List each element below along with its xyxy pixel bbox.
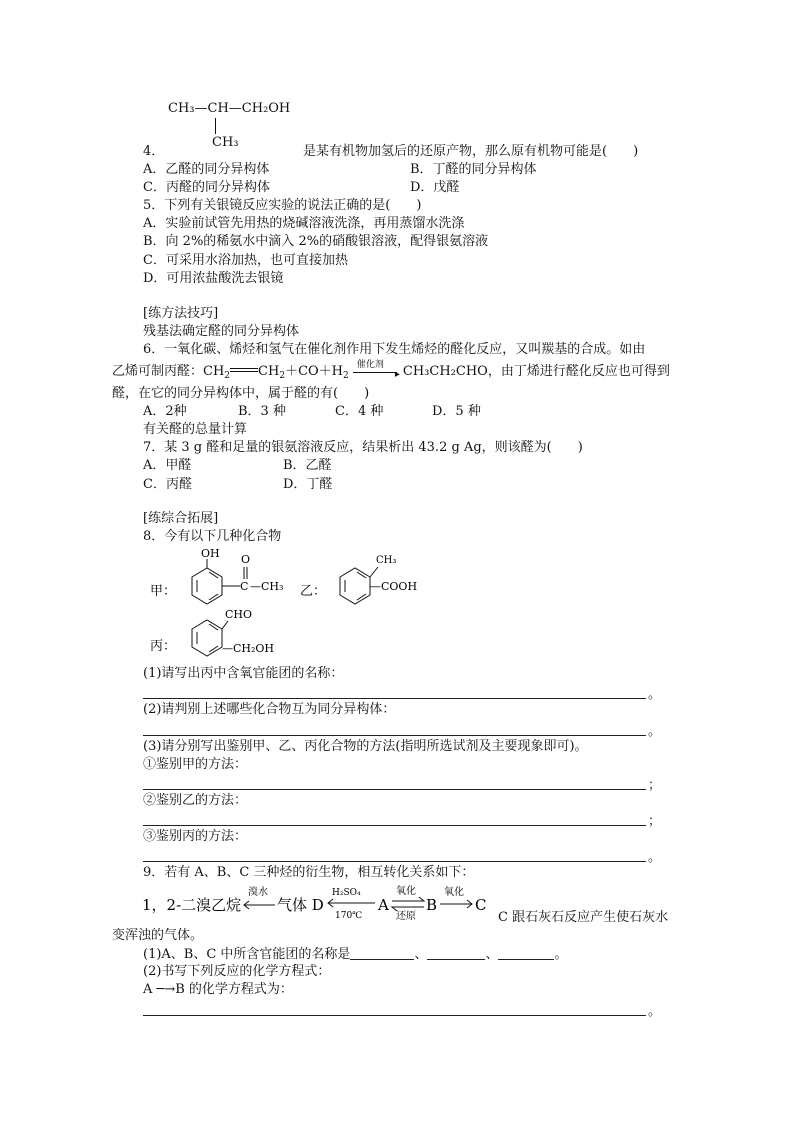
- q7-option-b: B．乙醛: [283, 458, 332, 473]
- q6-option-b: B．3 种: [238, 404, 286, 419]
- q6-line2: 乙烯可制丙醛：$CH_2$ $CH_2+CO+H_2$ 催化剂 ▸ CH₃CH₂CHO，由丁烯进行醛化反应也可得到: [112, 363, 670, 385]
- arrow-right-icon: [419, 897, 424, 901]
- q8-structures: [140, 545, 460, 660]
- q8-answer-line-1[interactable]: [143, 698, 646, 699]
- q8-answer-line-5[interactable]: [143, 861, 646, 862]
- q4-option-b: B．丁醛的同分异构体: [410, 162, 537, 177]
- scheme-reduce: 还原: [396, 911, 416, 922]
- q8-part3b: ②鉴别乙的方法：: [143, 793, 248, 808]
- q8-part2: (2)请判别上述哪些化合物互为同分异构体：: [143, 702, 396, 717]
- jia-o: O: [241, 553, 251, 566]
- q8-end-3: ；: [648, 778, 662, 793]
- q9-stem: 9．若有 A、B、C 三种烃的衍生物，相互转化关系如下：: [143, 865, 475, 880]
- q5-option-b: B．向 2%的稀氨水中滴入 2%的硝酸银溶液，配得银氨溶液: [143, 234, 489, 249]
- q9-end: 。: [648, 1004, 662, 1019]
- q4-formula-bond: [215, 118, 216, 134]
- q8-answer-line-3[interactable]: [143, 789, 646, 790]
- q9-tail: C 跟石灰石反应产生使石灰水: [498, 910, 669, 925]
- q7-option-d: D．丁醛: [283, 477, 333, 492]
- q6-catalyst: 催化剂: [356, 359, 384, 370]
- yi-cooh: —COOH: [370, 580, 418, 593]
- q6-eq-c: ＋CO＋H: [285, 364, 344, 379]
- q5-option-a: A．实验前试管先用热的烧碱溶液洗涤，再用蒸馏水洗涤: [143, 216, 465, 231]
- q8-part3a: ①鉴别甲的方法：: [143, 757, 248, 772]
- q9-part1-end: 。: [554, 947, 568, 962]
- section-method-sub2: 有关醛的总量计算: [143, 422, 248, 437]
- q8-end-5: 。: [648, 850, 662, 865]
- bing-ch2oh: —CH₂OH: [222, 642, 275, 655]
- q6-option-c: C．4 种: [335, 404, 384, 419]
- q5-option-c: C．可采用水浴加热，也可直接加热: [143, 253, 348, 268]
- q8-part1: (1)请写出丙中含氧官能团的名称：: [143, 666, 344, 681]
- q8-answer-line-2[interactable]: [143, 735, 646, 736]
- q9-scheme: [140, 882, 500, 922]
- q4-formula-branch: CH₃: [212, 135, 239, 150]
- q4-option-d: D．戊醛: [410, 180, 460, 195]
- scheme-dibromoethane: 1，2-二溴乙烷: [142, 896, 242, 914]
- q4-formula-main: CH₃—CH—CH₂OH: [168, 101, 291, 116]
- scheme-oxidize-2: 氧化: [444, 887, 464, 898]
- q9-part2a: A ─→B 的化学方程式为：: [143, 982, 293, 997]
- jia-label: 甲：: [150, 584, 177, 599]
- q6-line3: 醛，在它的同分异构体中，属于醛的有( ): [112, 386, 370, 401]
- q9-part2: (2)书写下列反应的化学方程式：: [143, 964, 331, 979]
- q9-blank-b[interactable]: [427, 945, 485, 960]
- q8-part3c: ③鉴别丙的方法：: [143, 829, 248, 844]
- q7-option-c: C．丙醛: [143, 477, 192, 492]
- yi-ch3: CH₃: [376, 555, 397, 566]
- scheme-h2so4: H₂SO₄: [332, 888, 361, 898]
- q9-line2: 变浑浊的气体。: [112, 928, 204, 943]
- q9-answer-line[interactable]: [143, 1015, 646, 1016]
- scheme-gas-d: 气体 D: [277, 896, 324, 914]
- q8-answer-line-4[interactable]: [143, 825, 646, 826]
- q6-eq-a: 乙烯可制丙醛：CH: [112, 364, 225, 379]
- q4-option-a: A．乙醛的同分异构体: [143, 162, 270, 177]
- q6-option-a: A．2种: [143, 404, 187, 419]
- jia-oh: OH: [201, 547, 220, 560]
- q8-stem: 8．今有以下几种化合物: [143, 529, 282, 544]
- q6-eq-d: CH₃CH₂CHO，由丁烯进行醛化反应也可得到: [402, 364, 670, 379]
- double-bond-icon: [230, 362, 258, 372]
- q9-sep1: 、: [414, 947, 428, 962]
- q9-sep2: 、: [485, 947, 499, 962]
- jia-c: C: [240, 580, 249, 593]
- section-method-title: [练方法技巧]: [143, 306, 219, 321]
- q9-part1: [143, 945, 567, 964]
- q5-option-d: D．可用浓盐酸洗去银镜: [143, 271, 284, 286]
- q5-stem: 5．下列有关银镜反应实验的说法正确的是( ): [143, 198, 422, 213]
- q8-end-1: 。: [648, 687, 662, 702]
- bing-label: 丙：: [150, 639, 177, 654]
- scheme-oxidize: 氧化: [396, 886, 416, 897]
- yi-label: 乙：: [300, 584, 327, 599]
- catalyst-arrow-icon: 催化剂 ▸: [353, 365, 403, 379]
- q9-part1-text: (1)A、B、C 中所含官能团的名称是: [143, 947, 351, 962]
- q7-option-a: A．甲醛: [143, 458, 192, 473]
- q4-option-c: C．丙醛的同分异构体: [143, 180, 270, 195]
- scheme-c: C: [475, 896, 487, 914]
- bing-cho: CHO: [225, 608, 253, 621]
- q9-blank-c[interactable]: [498, 945, 554, 960]
- q6-line1: 6．一氧化碳、烯烃和氢气在催化剂作用下发生烯烃的醛化反应，又叫羰基的合成。如由: [143, 342, 646, 357]
- q8-end-2: 。: [648, 724, 662, 739]
- section-extension-title: [练综合拓展]: [143, 511, 219, 526]
- q8-end-4: ；: [648, 814, 662, 829]
- scheme-b: B: [426, 896, 438, 914]
- section-method-sub1: 残基法确定醛的同分异构体: [143, 324, 300, 339]
- q6-eq-b: CH: [258, 364, 280, 379]
- q7-stem: 7．某 3 g 醛和足量的银氨溶液反应，结果析出 43.2 g Ag，则该醛为( ): [143, 440, 583, 455]
- scheme-bromine-water: 溴水: [248, 887, 268, 898]
- q9-blank-a[interactable]: [350, 945, 414, 960]
- q8-part3: (3)请分别写出鉴别甲、乙、丙化合物的方法(指明所选试剂及主要现象即可)。: [143, 739, 588, 754]
- scheme-a: A: [378, 896, 389, 914]
- q4-number: 4．: [143, 144, 165, 159]
- q6-option-d: D．5 种: [432, 404, 481, 419]
- jia-ch3: —CH₃: [250, 580, 284, 593]
- q4-stem: 是某有机物加氢后的还原产物，那么原有机物可能是( ): [303, 144, 639, 159]
- scheme-170c: 170℃: [335, 911, 363, 921]
